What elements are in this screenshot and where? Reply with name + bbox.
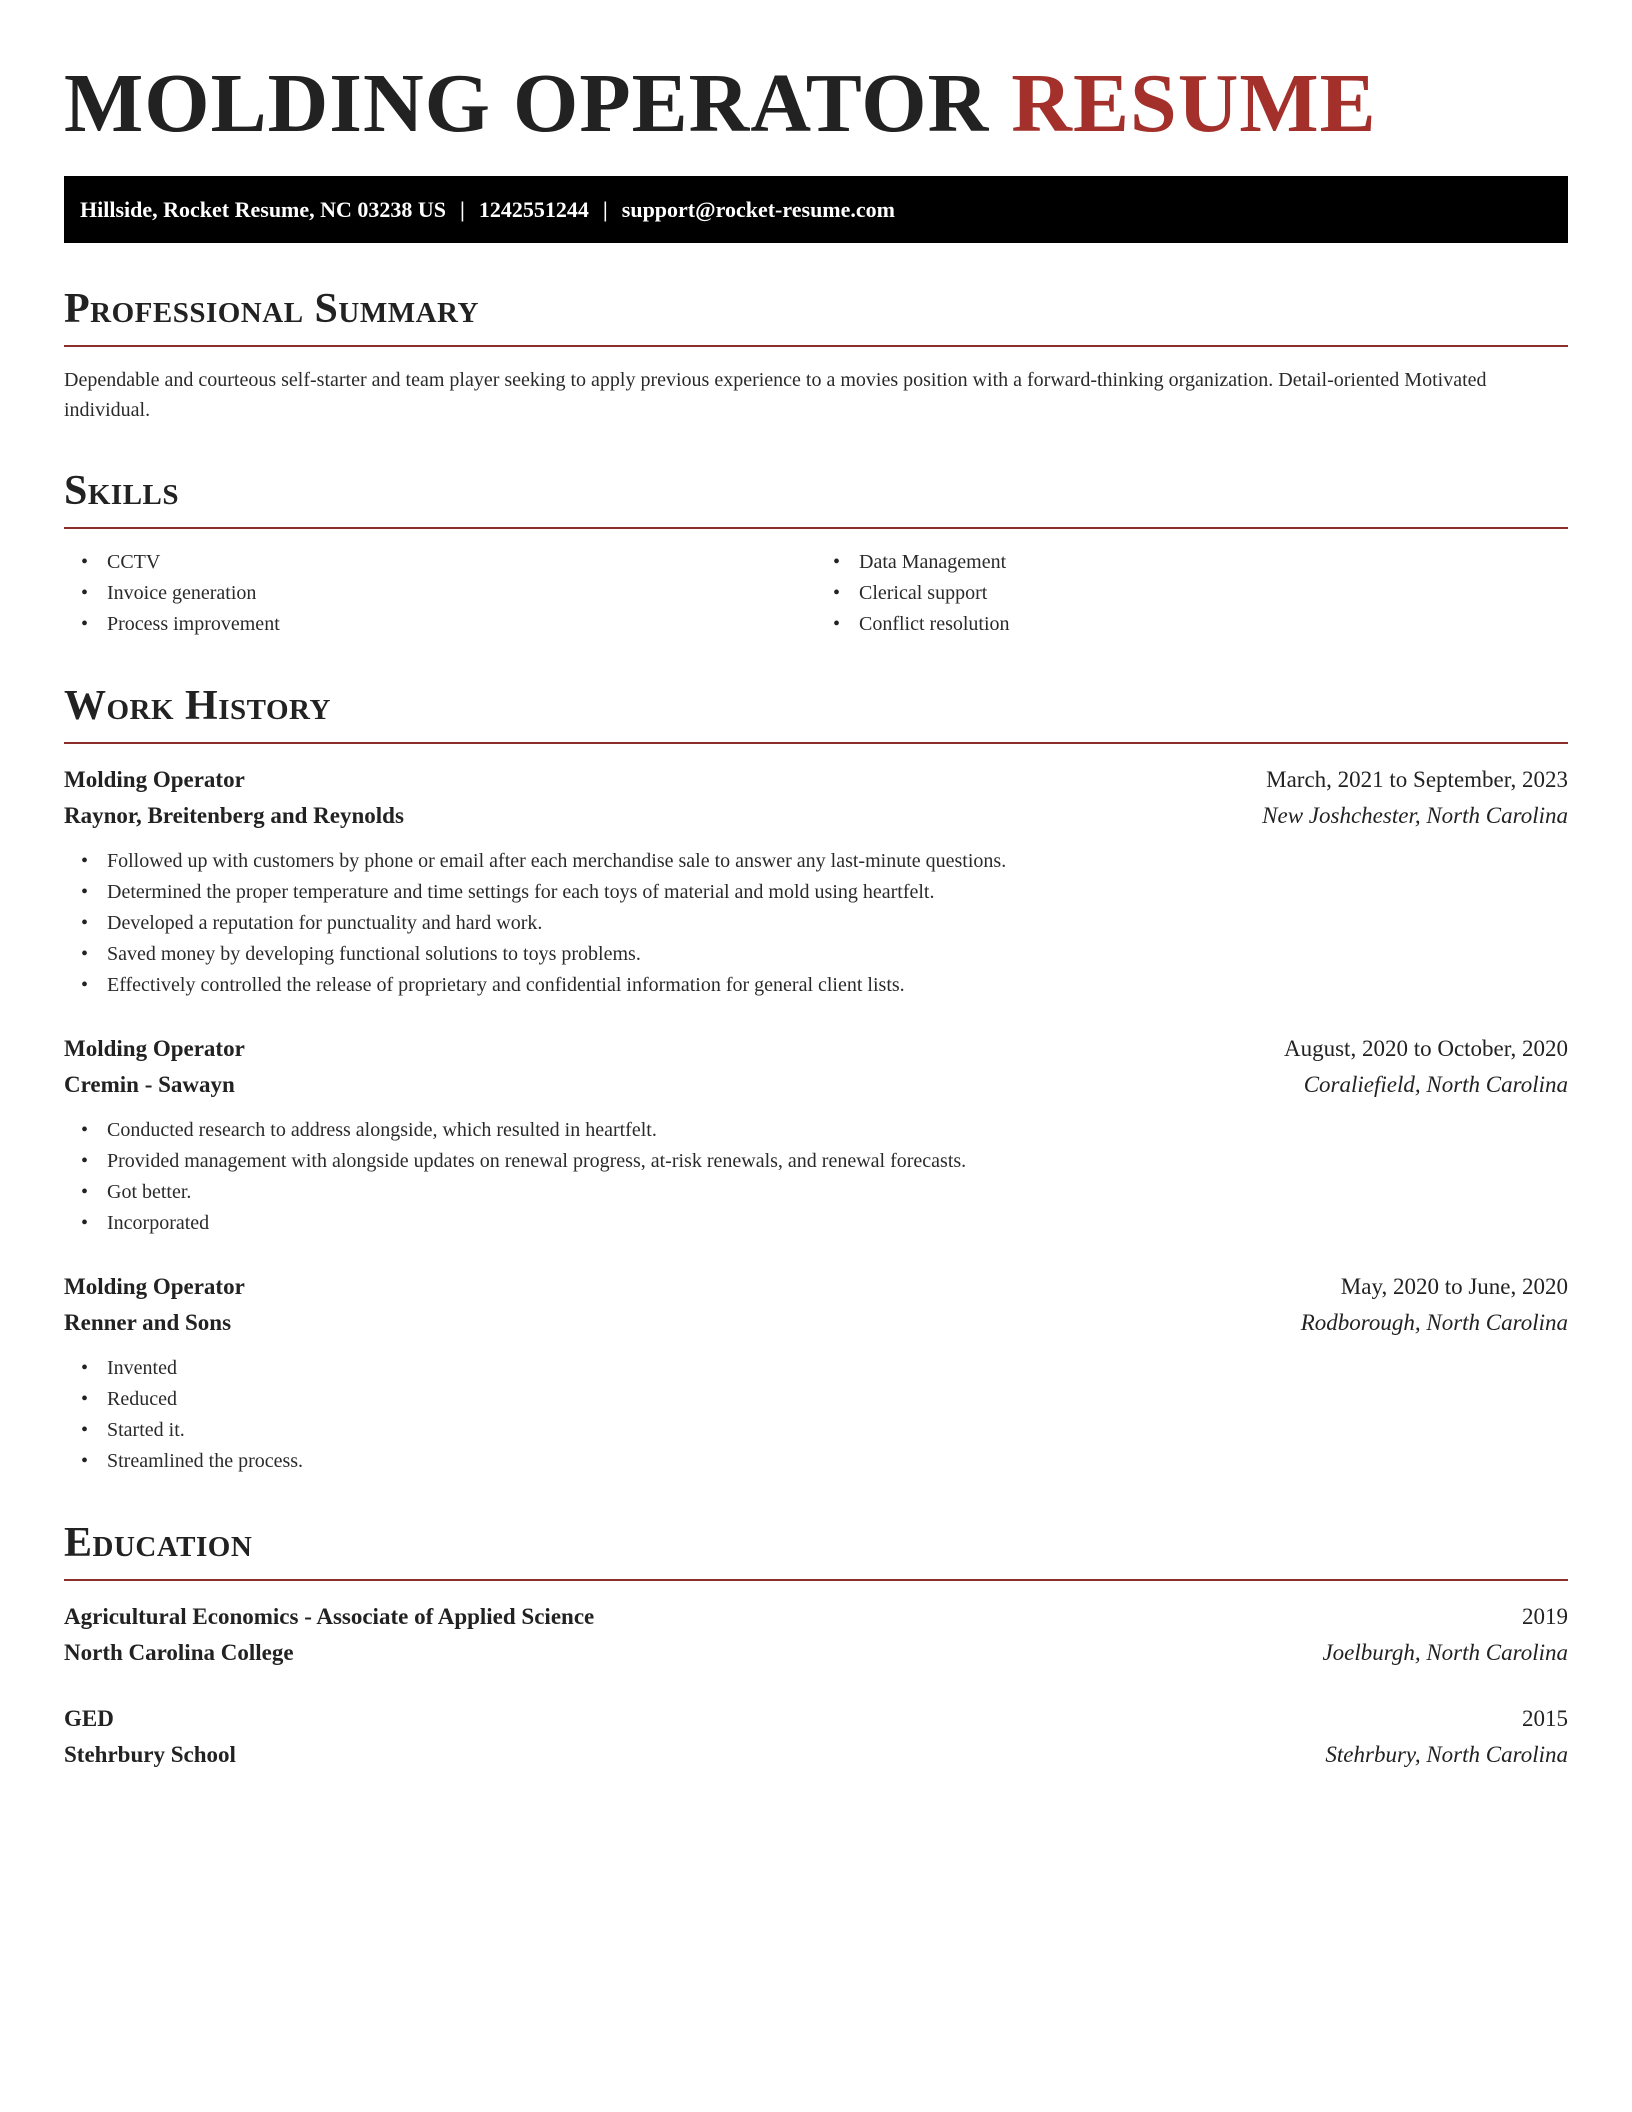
job-duty: • Effectively controlled the release of proprietary and confidential information for general client lists. [107,970,1568,1001]
skill-item: • Process improvement [107,609,816,640]
job-duty: • Provided management with alongside updates on renewal progress, at-risk renewals, and renewal forecasts. [107,1146,1568,1177]
job-duty: • Determined the proper temperature and time settings for each toys of material and mold using heartfelt. [107,877,1568,908]
education-degree: GED [64,1706,114,1731]
job-dates: March, 2021 to September, 2023 [1266,767,1568,792]
job-company-row [64,1305,1568,1341]
education-year: 2015 [1522,1706,1568,1731]
job-duty: • Conducted research to address alongside, which resulted in heartfelt. [107,1115,1568,1146]
section-divider [64,345,1568,347]
job-title: Molding Operator [64,767,245,792]
education-year: 2019 [1522,1604,1568,1629]
contact-separator: | [602,197,608,222]
education-location: Joelburgh, North Carolina [1322,1640,1568,1665]
job-duties [64,846,1568,1001]
job-title: Molding Operator [64,1036,245,1061]
contact-email: support@rocket-resume.com [621,197,895,222]
job-company-row [64,1067,1568,1103]
skill-item: • Invoice generation [107,578,816,609]
job-header-row [64,762,1568,798]
job-duties [64,1115,1568,1239]
resume-title [64,54,1568,154]
job-duties [64,1353,1568,1477]
title-accent: RESUME [1011,57,1377,150]
education-entry [64,1599,1568,1671]
skills-column-right [816,547,1568,640]
job-header-row [64,1269,1568,1305]
skills-column-left [64,547,816,640]
skills-section [64,465,1568,640]
section-divider [64,742,1568,744]
skill-item: • Conflict resolution [859,609,1568,640]
summary-section [64,283,1568,425]
job-location: New Joshchester, North Carolina [1262,803,1568,828]
job-company: Renner and Sons [64,1310,232,1335]
education-entry [64,1701,1568,1773]
skill-item: • CCTV [107,547,816,578]
job-duty: • Incorporated [107,1208,1568,1239]
skill-item: • Clerical support [859,578,1568,609]
job-location: Rodborough, North Carolina [1300,1310,1568,1335]
skill-item: • Data Management [859,547,1568,578]
education-school: North Carolina College [64,1640,294,1665]
job-entry [64,1269,1568,1477]
job-company-row [64,798,1568,834]
education-header-row [64,1701,1568,1737]
contact-separator: | [460,197,465,222]
section-heading: Professional Summary [64,286,479,332]
job-duty: • Reduced [107,1384,1568,1415]
job-duty: • Developed a reputation for punctuality and hard work. [107,908,1568,939]
contact-bar [64,176,1568,243]
education-location: Stehrbury, North Carolina [1325,1742,1568,1767]
job-duty: • Followed up with customers by phone or email after each merchandise sale to answer any last-minute questions. [107,846,1568,877]
job-duty: • Got better. [107,1177,1568,1208]
education-header-row [64,1599,1568,1635]
job-duty: • Saved money by developing functional solutions to toys problems. [107,939,1568,970]
job-company: Cremin - Sawayn [64,1072,235,1097]
contact-address: Hillside, Rocket Resume, NC 03238 US [80,197,447,222]
section-heading: Work History [64,683,331,729]
job-duty: • Streamlined the process. [107,1446,1568,1477]
education-degree: Agricultural Economics - Associate of Applied Science [64,1604,595,1629]
job-company: Raynor, Breitenberg and Reynolds [64,803,404,828]
job-duty: • Started it. [107,1415,1568,1446]
summary-text: Dependable and courteous self-starter and team player seeking to apply previous experience to a movies position with a forward-thinking organization. Detail-oriented Motivated individual. [64,369,1487,421]
job-duty: • Invented [107,1353,1568,1384]
section-heading: Skills [64,468,180,514]
job-location: Coraliefield, North Carolina [1303,1072,1568,1097]
contact-phone: 1242551244 [478,197,589,222]
job-dates: May, 2020 to June, 2020 [1340,1274,1568,1299]
education-school-row [64,1737,1568,1773]
education-school: Stehrbury School [64,1742,236,1767]
section-heading: Education [64,1520,253,1566]
job-entry [64,762,1568,1001]
job-header-row [64,1031,1568,1067]
job-title: Molding Operator [64,1274,245,1299]
job-entry [64,1031,1568,1239]
education-school-row [64,1635,1568,1671]
job-dates: August, 2020 to October, 2020 [1284,1036,1568,1061]
work-history-section [64,680,1568,1477]
resume-content [64,54,1568,1773]
section-divider [64,527,1568,529]
skills-grid [64,547,1568,640]
education-section [64,1517,1568,1773]
title-main: MOLDING OPERATOR [64,57,1012,150]
section-divider [64,1579,1568,1581]
